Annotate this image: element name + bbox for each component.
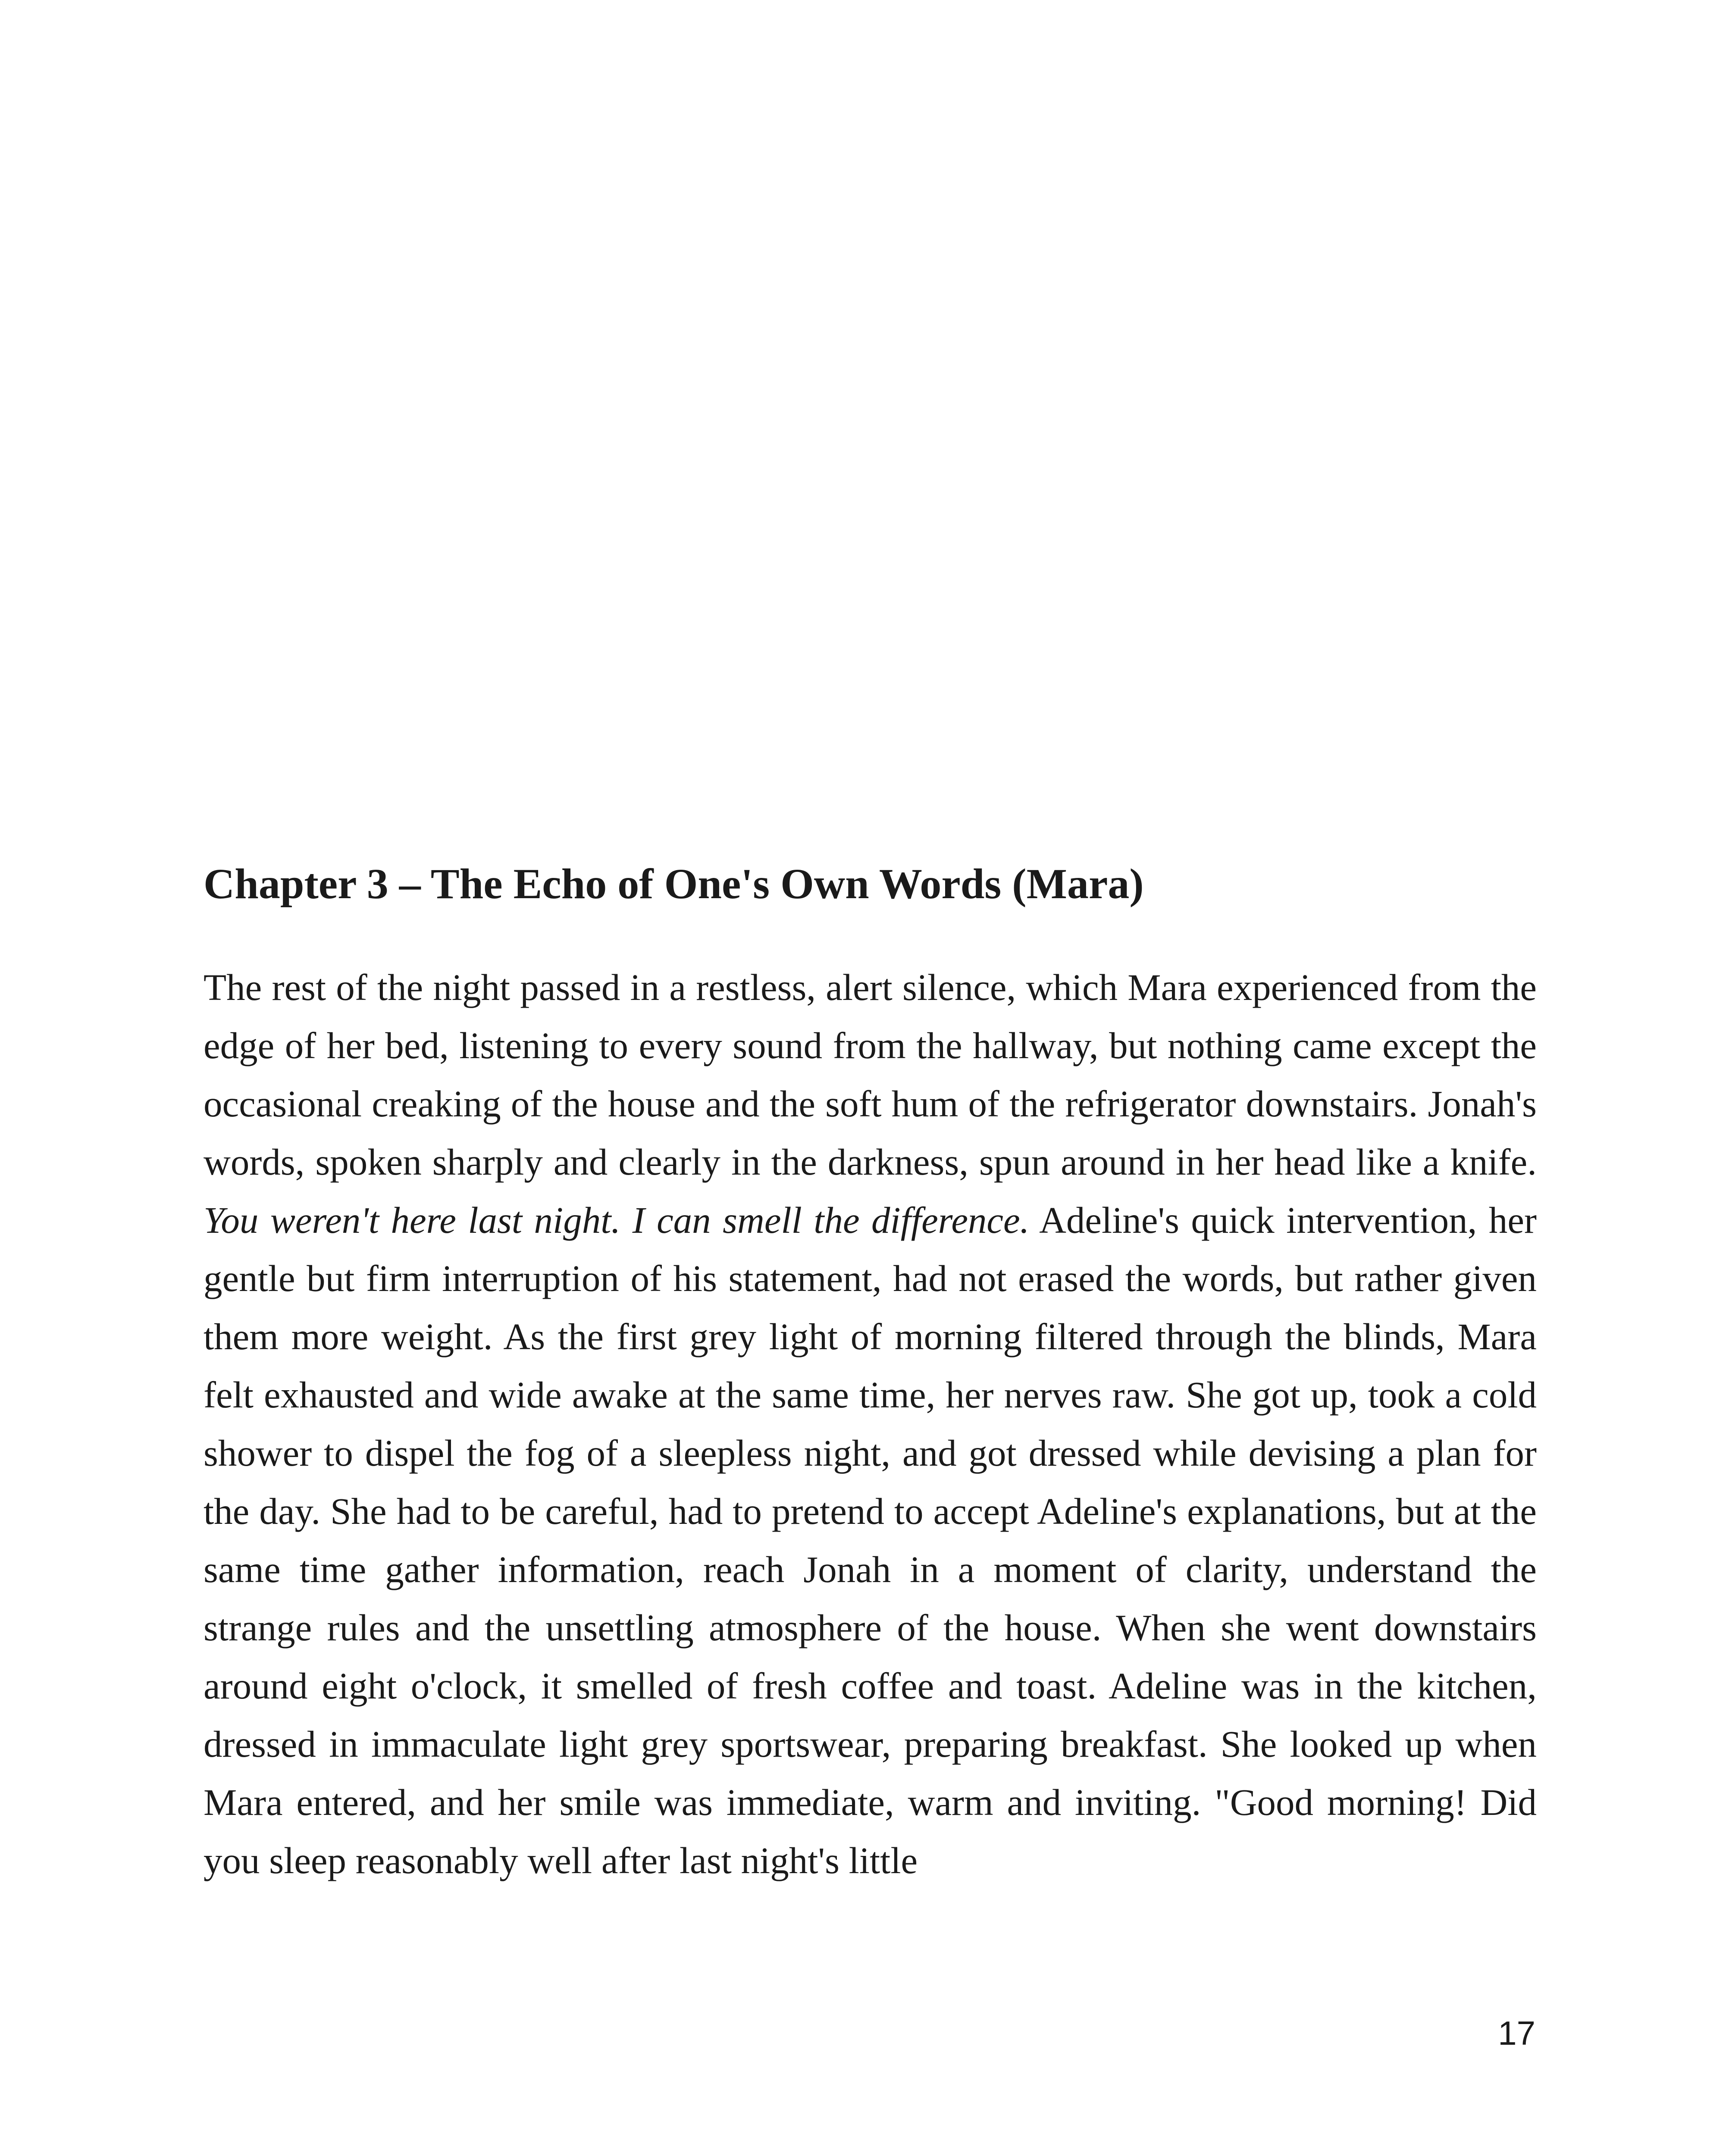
body-text-segment: The rest of the night passed in a restless, alert silence, which Mara experienced from the edge of her bed, listening to every sound from the hallway, but nothing came except the occasional creaking of the house and the soft hum of the refrigerator downstairs. Jonah's words, spoken sharply and clearly in the darkness, spun around in her head like a knife. [204,966,1537,1183]
body-paragraph [204,958,1537,1890]
body-text-segment: Adeline's quick intervention, her gentle but firm interruption of his statement, had not erased the words, but rather given them more weight. As the first grey light of morning filtered through the blinds, Mara felt exhausted and wide awake at the same time, her nerves raw. She got up, took a cold shower to dispel the fog of a sleepless night, and got dressed while devising a plan for the day. She had to be careful, had to pretend to accept Adeline's explanations, but at the same time gather information, reach Jonah in a moment of clarity, understand the strange rules and the unsettling atmosphere of the house. When she went downstairs around eight o'clock, it smelled of fresh coffee and toast. Adeline was in the kitchen, dressed in immaculate light grey sportswear, preparing breakfast. She looked up when Mara entered, and her smile was immediate, warm and inviting. "Good morning! Did you sleep reasonably well after last night's little [204,1199,1537,1881]
chapter-title: Chapter 3 – The Echo of One's Own Words (Mara) [204,860,1144,908]
page-number: 17 [1498,2014,1535,2052]
italic-quote: You weren't here last night. I can smell the difference. [204,1199,1030,1241]
